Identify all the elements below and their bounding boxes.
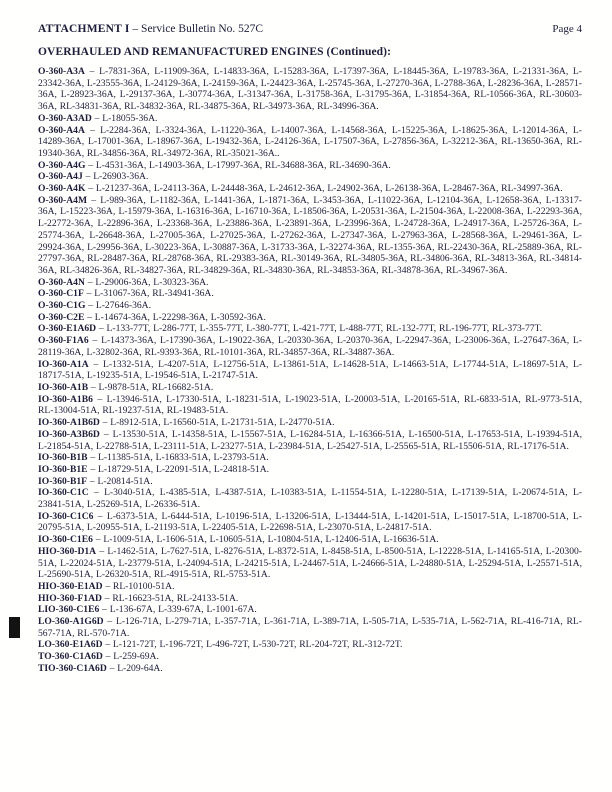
engine-model: HIO-360-D1A: [38, 545, 97, 557]
model-serial-separator: –: [89, 66, 95, 77]
serial-numbers: RL-16623-51A, RL-24133-51A.: [112, 592, 239, 604]
serial-numbers: L-20814-51A.: [97, 475, 153, 487]
engine-model: O-360-A3AD: [38, 112, 92, 124]
engine-group: [38, 277, 582, 289]
engine-model: O-360-E1A6D: [38, 323, 97, 335]
model-serial-separator: –: [87, 276, 93, 288]
engine-group: [38, 417, 582, 429]
serial-numbers: L-1462-51A, L-7627-51A, L-8276-51A, L-8372-51A, L-8458-51A, L-8500-51A, L-12228-51A, L-14165-51A, L-20300-51A, L-22024-51A, L-23779-51A, L-24094-51A, L-24215-51A, L-24467-51A, L-24666-51A, L-24880-51A, L-25294-51A, L-25571-51A, L-25690-51A, L-26320-51A, RL-4915-51A, RL-5753-51A.: [38, 545, 582, 581]
model-serial-separator: –: [105, 580, 111, 592]
serial-numbers: L-4531-36A, L-14903-36A, L-17997-36A, RL-34688-36A, RL-34690-36A.: [95, 159, 391, 171]
model-serial-separator: –: [103, 428, 109, 440]
serial-numbers: L-14373-36A, L-17390-36A, L-19022-36A, L-20330-36A, L-20370-36A, L-22947-36A, L-23006-36A, L-27647-36A, L-28119-36A, L-32802-36A, RL-9393-36A, RL-10101-36A, RL-34857-36A, RL-34887-36A.: [38, 335, 582, 358]
model-serial-separator: –: [91, 194, 97, 206]
serial-numbers: L-1332-51A, L-4207-51A, L-12756-51A, L-13861-51A, L-14628-51A, L-14663-51A, L-17744-51A, L-18697-51A, L-18717-51A, L-19235-51A, L-19546-51A, L-21747-51A.: [38, 358, 582, 382]
page-number: Page 4: [552, 23, 582, 35]
serial-numbers: L-26903-36A.: [93, 171, 149, 183]
engine-model: HIO-360-E1AD: [38, 580, 103, 592]
model-serial-separator: –: [102, 604, 107, 616]
model-serial-separator: –: [98, 323, 104, 335]
engine-model: IO-360-B1E: [38, 463, 88, 475]
model-serial-separator: –: [105, 651, 111, 663]
engine-group: [38, 66, 582, 113]
engine-group: [38, 125, 582, 160]
attachment-header: [38, 23, 263, 36]
serial-numbers: L-14674-36A, L-22298-36A, L-30592-36A.: [94, 311, 266, 323]
model-serial-separator: –: [97, 393, 103, 405]
engine-model: HIO-360-F1AD: [38, 592, 102, 604]
engine-model: O-360-A4J: [38, 171, 83, 183]
serial-numbers: L-11385-51A, L-16833-51A, L-23793-51A.: [98, 452, 269, 464]
serial-numbers: L-18729-51A, L-22091-51A, L-24818-51A.: [98, 463, 270, 475]
engine-group: [38, 335, 582, 358]
engine-model: O-360-A3A: [38, 66, 85, 77]
engine-model: O-360-A4N: [38, 276, 85, 288]
model-serial-separator: –: [97, 510, 103, 522]
change-bar: [9, 617, 20, 638]
model-serial-separator: –: [87, 311, 92, 323]
bulletin-reference: – Service Bulletin No. 527C: [132, 23, 264, 35]
model-serial-separator: –: [99, 545, 105, 557]
engine-model: IO-360-A3B6D: [38, 428, 100, 440]
engine-model: O-360-A4M: [38, 194, 88, 206]
serial-numbers: L-7831-36A, L-11909-36A, L-14833-36A, L-15283-36A, L-17397-36A, L-18445-36A, L-19783-36A, L-21331-36A, L-23342-36A, L-23555-36A, L-24129-36A, L-24159-36A, L-24423-36A, L-25745-36A, L-27270-36A, L-2788-36A, L-28236-36A, L-28571-36A, L-28923-36A, L-29137-36A, L-30774-36A, L-31347-36A, L-31758-36A, L-31795-36A, L-31854-36A, RL-10566-36A, RL-30603-36A, RL-34831-36A, RL-34832-36A, RL-34875-36A, RL-34973-36A, RL-34996-36A.: [38, 66, 582, 113]
engine-model: IO-360-C1C6: [38, 510, 94, 522]
model-serial-separator: –: [107, 616, 113, 628]
engine-group: [38, 382, 582, 394]
engine-group: [38, 288, 582, 300]
serial-numbers: L-126-71A, L-279-71A, L-357-71A, L-361-71A, L-389-71A, L-505-71A, L-535-71A, L-562-71A, RL-416-71A, RL-567-71A, RL-570-71A.: [38, 616, 582, 639]
model-serial-separator: –: [93, 358, 99, 370]
engine-model: IO-360-A1B6: [38, 393, 93, 405]
engine-group: [38, 651, 582, 663]
engine-group: [38, 534, 582, 546]
model-serial-separator: –: [94, 112, 100, 124]
engine-group: [38, 452, 582, 464]
engine-group: [38, 300, 582, 312]
attachment-title: ATTACHMENT I: [38, 23, 130, 35]
engine-group: [38, 663, 582, 675]
model-serial-separator: –: [93, 487, 99, 499]
engine-model: IO-360-C1E6: [38, 534, 93, 546]
engine-model: IO-360-A1B: [38, 381, 89, 393]
engine-group: [38, 639, 582, 651]
model-serial-separator: –: [104, 592, 110, 604]
engine-model: O-360-A4A: [38, 124, 85, 136]
model-serial-separator: –: [90, 124, 95, 136]
serial-numbers: L-8912-51A, L-16560-51A, L-21731-51A, L-24770-51A.: [110, 417, 335, 429]
model-serial-separator: –: [90, 452, 96, 464]
engine-model: IO-360-B1F: [38, 475, 88, 487]
serial-numbers: L-259-69A.: [113, 651, 159, 663]
engine-group: [38, 195, 582, 277]
serial-numbers: L-989-36A, L-1182-36A, L-1441-36A, L-1871-36A, L-3453-36A, L-11022-36A, L-12104-36A, L-12658-36A, L-13317-36A, L-15223-36A, L-15979-36A, L-16316-36A, L-16710-36A, L-18506-36A, L-20531-36A, L-21504-36A, L-22008-36A, L-22293-36A, L-22772-36A, L-22896-36A, L-23368-36A, L-23886-36A, L-23891-36A, L-23996-36A, L-24728-36A, L-24917-36A, L-25726-36A, L-25774-36A, L-26648-36A, L-27005-36A, L-27025-36A, L-27262-36A, L-27347-36A, L-27963-36A, L-28568-36A, L-29461-36A, L-29924-36A, L-29956-36A, L-30223-36A, L-30887-36A, L-31733-36A, L-32274-36A, RL-1355-36A, RL-22430-36A, RL-25889-36A, RL-27797-36A, RL-28487-36A, RL-28768-36A, RL-29383-36A, RL-30149-36A, RL-34805-36A, RL-34806-36A, RL-34813-36A, RL-34814-36A, RL-34826-36A, RL-34827-36A, RL-34829-36A, RL-34830-36A, RL-34853-36A, RL-34878-36A, RL-34967-36A.: [38, 194, 582, 276]
serial-numbers: L-13530-51A, L-14358-51A, L-15567-51A, L-16284-51A, L-16366-51A, L-16500-51A, L-17653-51A, L-19394-51A, L-21854-51A, L-22788-51A, L-23111-51A, L-23277-51A, L-23984-51A, L-25427-51A, L-25565-51A, RL-15506-51A, RL-17176-51A.: [38, 428, 582, 452]
engine-group: [38, 160, 582, 172]
model-serial-separator: –: [88, 300, 94, 312]
engine-group: [38, 604, 582, 616]
engine-group: [38, 546, 582, 581]
engine-model: TIO-360-C1A6D: [38, 662, 107, 674]
serial-numbers: L-1009-51A, L-1606-51A, L-10605-51A, L-10804-51A, L-12406-51A, L-16636-51A.: [103, 534, 439, 546]
serial-numbers: L-136-67A, L-339-67A, L-1001-67A.: [109, 604, 257, 616]
serial-numbers: L-121-72T, L-196-72T, L-496-72T, L-530-72T, RL-204-72T, RL-312-72T.: [112, 639, 403, 651]
engine-group: [38, 476, 582, 488]
serial-numbers: L-209-64A.: [117, 662, 163, 674]
model-serial-separator: –: [95, 534, 101, 546]
engine-model: TO-360-C1A6D: [38, 651, 103, 663]
engine-model: O-360-C1G: [38, 300, 86, 312]
engine-model: IO-360-B1B: [38, 452, 88, 464]
engine-group: [38, 359, 582, 382]
serial-numbers: RL-10100-51A.: [112, 580, 175, 592]
model-serial-separator: –: [88, 159, 94, 171]
serial-numbers: L-133-77T, L-286-77T, L-355-77T, L-380-77T, L-421-77T, L-488-77T, RL-132-77T, RL-196-77T, RL-373-77T.: [106, 323, 543, 335]
engine-group: [38, 464, 582, 476]
serial-numbers: L-13946-51A, L-17330-51A, L-18231-51A, L-19023-51A, L-20003-51A, L-20165-51A, RL-6833-51A, RL-9773-51A, RL-13004-51A, RL-19237-51A, RL-19483-51A.: [38, 393, 582, 417]
model-serial-separator: –: [86, 288, 92, 300]
engine-group: [38, 171, 582, 183]
model-serial-separator: –: [90, 463, 96, 475]
engine-model: IO-360-C1C: [38, 487, 89, 499]
serial-numbers: L-21237-36A, L-24113-36A, L-24448-36A, L-24612-36A, L-24902-36A, L-26138-36A, L-28467-36A, RL-34997-36A.: [95, 183, 563, 195]
engine-group: [38, 511, 582, 534]
model-serial-separator: –: [102, 417, 108, 429]
engine-model: LIO-360-C1E6: [38, 604, 100, 616]
engine-group: [38, 429, 582, 452]
engine-model: O-360-C2E: [38, 311, 85, 323]
engine-group: [38, 183, 582, 195]
serial-numbers: L-3040-51A, L-4385-51A, L-4387-51A, L-10383-51A, L-11554-51A, L-12280-51A, L-17139-51A, L-20674-51A, L-23841-51A, L-25269-51A, L-26336-51A.: [38, 487, 582, 511]
serial-numbers: L-18055-36A.: [102, 112, 158, 124]
page-header: [38, 23, 582, 36]
engine-model: LO-360-A1G6D: [38, 616, 104, 628]
serial-numbers: L-6373-51A, L-6444-51A, L-10196-51A, L-13206-51A, L-13444-51A, L-14201-51A, L-15017-51A, L-18700-51A, L-20795-51A, L-20955-51A, L-21193-51A, L-22405-51A, L-22698-51A, L-23070-51A, L-24817-51A.: [38, 510, 582, 534]
engine-group: [38, 394, 582, 417]
engine-group: [38, 323, 582, 335]
serial-numbers: L-27646-36A.: [95, 300, 152, 312]
engine-model: LO-360-E1A6D: [38, 639, 103, 651]
engine-group: [38, 616, 582, 639]
engine-model: O-360-C1F: [38, 288, 84, 300]
model-serial-separator: –: [89, 475, 95, 487]
serial-numbers: L-9878-51A, RL-16682-51A.: [98, 381, 214, 393]
engine-list: [38, 66, 582, 675]
serial-numbers: L-2284-36A, L-3324-36A, L-11220-36A, L-14007-36A, L-14568-36A, L-15225-36A, L-18625-36A, L-12014-36A, L-14289-36A, L-17001-36A, L-18967-36A, L-19432-36A, L-24126-36A, L-17507-36A, L-27856-36A, L-32212-36A, RL-13650-36A, RL-19340-36A, RL-34856-36A, RL-34972-36A, RL-35021-36A..: [38, 124, 582, 159]
model-serial-separator: –: [88, 183, 94, 195]
serial-numbers: L-31067-36A, RL-34941-36A.: [94, 288, 214, 300]
model-serial-separator: –: [105, 639, 111, 651]
engine-model: O-360-F1A6: [38, 335, 89, 347]
engine-model: IO-360-A1B6D: [38, 417, 100, 429]
section-title: OVERHAULED AND REMANUFACTURED ENGINES (Continued):: [38, 46, 392, 58]
engine-group: [38, 593, 582, 605]
model-serial-separator: –: [109, 662, 115, 674]
model-serial-separator: –: [85, 171, 91, 183]
engine-group: [38, 487, 582, 510]
engine-group: [38, 581, 582, 593]
engine-model: O-360-A4K: [38, 183, 86, 195]
engine-group: [38, 113, 582, 125]
engine-model: O-360-A4G: [38, 159, 86, 171]
serial-numbers: L-29006-36A, L-30323-36A.: [95, 276, 209, 288]
model-serial-separator: –: [90, 381, 96, 393]
model-serial-separator: –: [92, 335, 98, 347]
engine-group: [38, 312, 582, 324]
engine-model: IO-360-A1A: [38, 358, 89, 370]
